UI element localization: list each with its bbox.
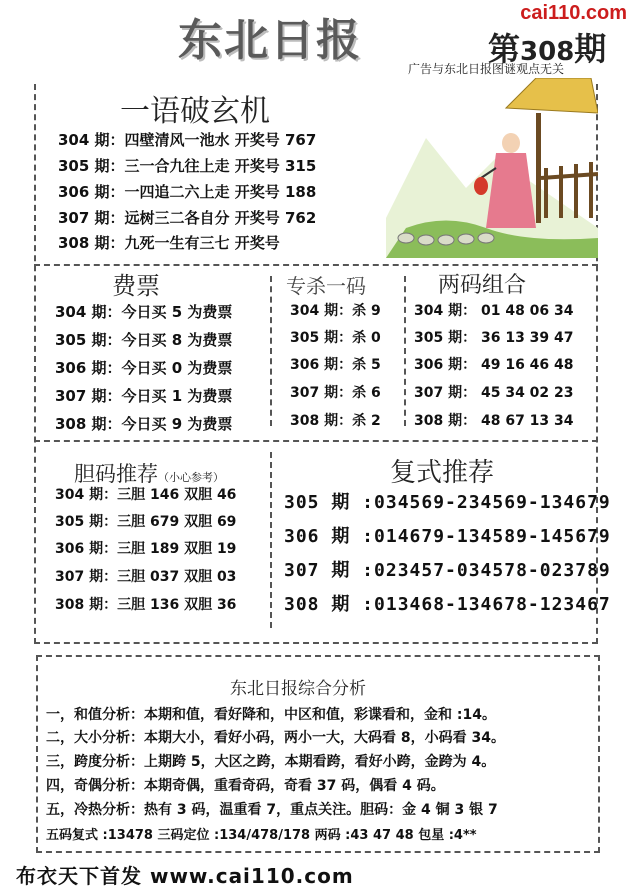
disclaimer: 广告与东北日报图谜观点无关	[408, 62, 565, 76]
kill-row: 305 期：杀 0	[290, 330, 381, 346]
pair-row: 308 期： 48 67 13 34	[414, 413, 574, 429]
pair-row: 305 期： 36 13 39 47	[414, 330, 574, 346]
issue-num: 308	[520, 37, 575, 67]
analysis-row: 二，大小分析：本期大小，看好小码，两小一大，大码看 8，小码看 34。	[46, 730, 505, 746]
fushi-title: 复式推荐	[390, 458, 495, 488]
analysis-row: 五码复式 :13478 三码定位 :134/478/178 两码 :43 47 48 包星 :4**	[46, 828, 477, 843]
dan-row: 307 期：三胆 037 双胆 03	[55, 569, 237, 585]
fee-row: 307 期：今日买 1 为费票	[55, 387, 233, 405]
fee-row: 305 期：今日买 8 为费票	[55, 331, 233, 349]
pair-row: 304 期： 01 48 06 34	[414, 303, 574, 319]
divider-kill-pair	[404, 276, 406, 426]
dan-note: （小心参考）	[158, 471, 224, 484]
pair-row: 307 期： 45 34 02 23	[414, 385, 574, 401]
fee-title: 费票	[112, 272, 160, 300]
dan-title-text: 胆码推荐	[74, 462, 158, 486]
fushi-row: 308 期 :013468-134678-123467	[284, 594, 611, 615]
fee-row: 304 期：今日买 5 为费票	[55, 303, 233, 321]
divider-fee-kill	[270, 276, 272, 426]
kill-row: 306 期：杀 5	[290, 357, 381, 373]
dan-row: 304 期：三胆 146 双胆 46	[55, 487, 237, 503]
analysis-row: 一，和值分析：本期和值，看好降和，中区和值，彩谍看和，金和 :14。	[46, 707, 496, 723]
pair-row: 306 期： 49 16 46 48	[414, 357, 574, 373]
scholar-illustration	[386, 78, 598, 258]
footer-text: 布衣天下首发 www.cai110.com	[16, 864, 354, 888]
divider-mid	[34, 440, 598, 442]
kill-row: 304 期：杀 9	[290, 303, 381, 319]
riddle-row: 304 期：四壁清风一池水 开奖号 767	[58, 131, 317, 149]
analysis-row: 五，冷热分析：热有 3 码，温重看 7，重点关注。胆码：金 4 铜 3 银 7	[46, 802, 498, 818]
kill-title: 专杀一码	[286, 274, 366, 298]
divider-bottom	[34, 642, 598, 644]
issue-suffix: 期	[574, 30, 607, 68]
frame-left	[34, 84, 36, 644]
masthead-title: 东北日报	[178, 15, 362, 66]
dan-row: 308 期：三胆 136 双胆 36	[55, 597, 237, 613]
brand-link[interactable]: cai110.com	[520, 2, 627, 24]
riddle-row: 306 期：一四追二六上走 开奖号 188	[58, 183, 317, 201]
kill-row: 308 期：杀 2	[290, 413, 381, 429]
divider-dan-fushi	[270, 452, 272, 628]
riddle-title: 一语破玄机	[120, 94, 270, 129]
fushi-row: 307 期 :023457-034578-023789	[284, 560, 611, 581]
issue-prefix: 第	[488, 30, 521, 68]
fushi-row: 306 期 :014679-134589-145679	[284, 526, 611, 547]
riddle-row: 305 期：三一合九往上走 开奖号 315	[58, 157, 317, 175]
kill-row: 307 期：杀 6	[290, 385, 381, 401]
fushi-row: 305 期 :034569-234569-134679	[284, 492, 611, 513]
dan-row: 306 期：三胆 189 双胆 19	[55, 541, 237, 557]
pair-title: 两码组合	[438, 273, 527, 298]
riddle-row: 307 期：远树三二各自分 开奖号 762	[58, 209, 317, 227]
fee-row: 308 期：今日买 9 为费票	[55, 415, 233, 433]
fee-row: 306 期：今日买 0 为费票	[55, 359, 233, 377]
analysis-title: 东北日报综合分析	[230, 679, 366, 699]
analysis-row: 三，跨度分析：上期跨 5，大区之跨，本期看跨，看好小跨，金跨为 4。	[46, 754, 496, 770]
riddle-row: 308 期：九死一生有三七 开奖号	[58, 234, 280, 252]
analysis-row: 四，奇偶分析：本期奇偶，重看奇码，奇看 37 码，偶看 4 码。	[46, 778, 445, 794]
dan-row: 305 期：三胆 679 双胆 69	[55, 514, 237, 530]
